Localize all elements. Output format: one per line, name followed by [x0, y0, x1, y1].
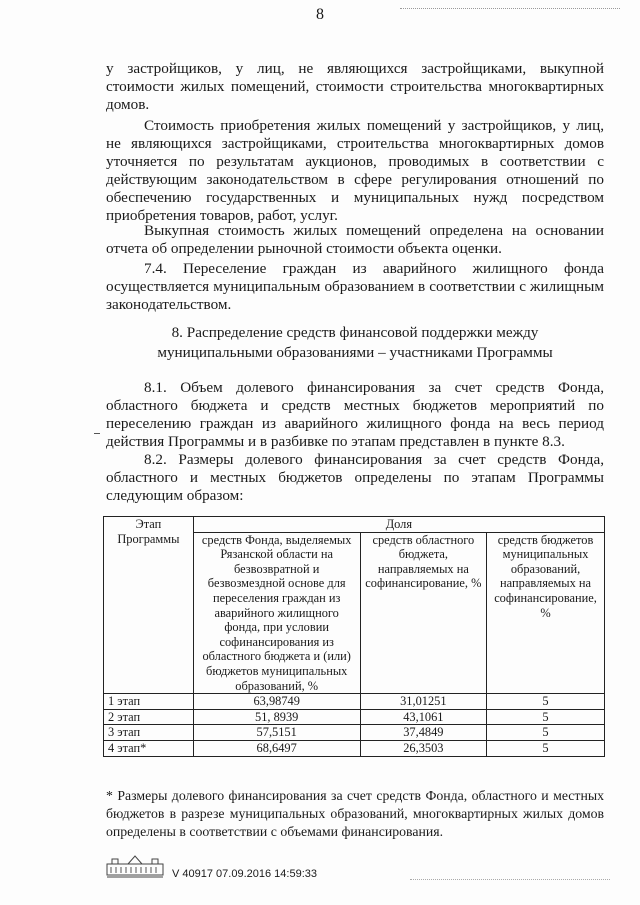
table-row [104, 694, 605, 710]
page-number: 8 [316, 6, 324, 23]
section-8-title [106, 323, 604, 363]
cell-stage: 3 этап [104, 725, 194, 741]
cell-local: 5 [487, 694, 605, 710]
table-row [104, 725, 605, 741]
scan-artifact [400, 8, 620, 13]
section-8-title-line1: 8. Распределение средств финансовой поддержки между [171, 324, 539, 341]
header-share: Доля [193, 517, 604, 533]
table-header-row [104, 517, 605, 533]
cell-stage: 1 этап [104, 694, 194, 710]
building-stamp-icon [106, 854, 164, 878]
header-regional: средств областного бюджета, направляемых на софинансирование, % [360, 532, 486, 694]
cell-local: 5 [487, 740, 605, 756]
cell-stage: 4 этап* [104, 740, 194, 756]
cell-local: 5 [487, 725, 605, 741]
document-id [172, 868, 317, 880]
paragraph-8-1: 8.1. Объем долевого финансирования за счет средств Фонда, областного бюджета и средств местных бюджетов мероприятий по переселению граждан из аварийного жилищного фонда на весь период действия Программы и в разбивке по этапам представлен в пункте 8.3. [106, 379, 604, 450]
header-fund: средств Фонда, выделяемых Рязанской области на безвозвратной и безвозмездной основе для переселения граждан из аварийного жилищного фонда, при условии софинансирования из областного бюджета и (или) бюджетов муниципальных образований, % [193, 532, 360, 694]
cell-fund: 57,5151 [193, 725, 360, 741]
cell-stage: 2 этап [104, 709, 194, 725]
table-row [104, 709, 605, 725]
paragraph-continuation: у застройщиков, у лиц, не являющихся застройщиками, выкупной стоимости жилых помещений, стоимости строительства многоквартирных домов. [106, 60, 604, 113]
margin-mark [94, 433, 100, 434]
paragraph-7-4: 7.4. Переселение граждан из аварийного жилищного фонда осуществляется муниципальным образованием в соответствии с жилищным законодательством. [106, 260, 604, 313]
footnote: * Размеры долевого финансирования за счет средств Фонда, областного и местных бюджетов в разрезе муниципальных образований, многоквартирных жилых домов определены в соответствии с объемами финансирования. [106, 788, 604, 839]
table-row [104, 740, 605, 756]
paragraph-cost-clarification: Стоимость приобретения жилых помещений у застройщиков, у лиц, не являющихся застройщиками, строительства многоквартирных домов уточняется по результатам аукционов, проводимых в соответствии с действующим законодательством в сфере регулирования отношений по обеспечению государственных и муниципальных нужд посредством приобретения товаров, работ, услуг. [106, 117, 604, 224]
scan-artifact [410, 879, 610, 880]
section-8-title-line2: муниципальными образованиями – участниками Программы [157, 344, 553, 361]
cell-regional: 43,1061 [360, 709, 486, 725]
cell-fund: 68,6497 [193, 740, 360, 756]
cell-local: 5 [487, 709, 605, 725]
financing-shares-table [103, 516, 605, 757]
header-local: средств бюджетов муниципальных образований, направляемых на софинансирование, % [487, 532, 605, 694]
cell-fund: 51, 8939 [193, 709, 360, 725]
cell-regional: 26,3503 [360, 740, 486, 756]
cell-regional: 31,01251 [360, 694, 486, 710]
header-stage: Этап Программы [104, 517, 194, 694]
cell-fund: 63,98749 [193, 694, 360, 710]
paragraph-8-2: 8.2. Размеры долевого финансирования за счет средств Фонда, областного и местных бюджетов определены по этапам Программы следующим образом: [106, 451, 604, 504]
cell-regional: 37,4849 [360, 725, 486, 741]
document-id-value: 40917 07.09.2016 14:59:33 [182, 868, 317, 880]
document-id-prefix: V [172, 868, 180, 880]
paragraph-buyout-cost: Выкупная стоимость жилых помещений определена на основании отчета об определении рыночной стоимости объекта оценки. [106, 222, 604, 257]
